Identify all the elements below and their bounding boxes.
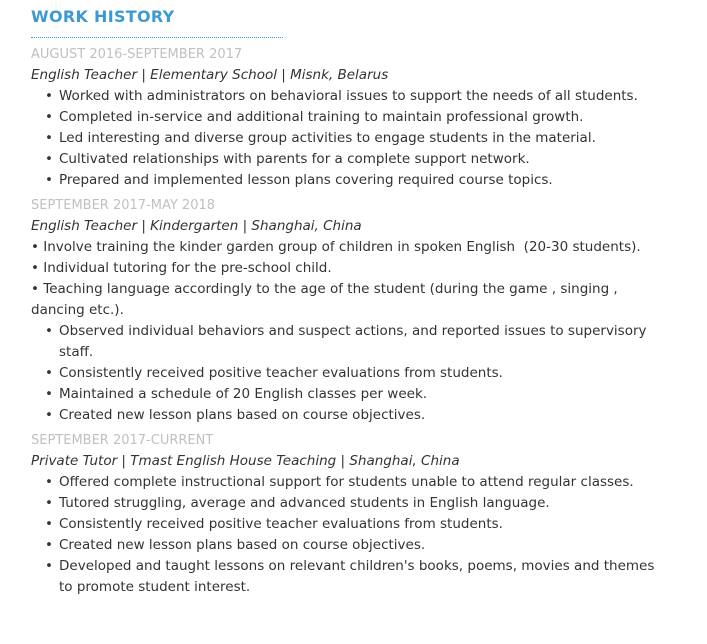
list-item-text: Consistently received positive teacher evaluations from students. bbox=[59, 365, 503, 381]
bullet-icon: • bbox=[45, 323, 53, 339]
list-item bbox=[45, 556, 667, 598]
list-item-text: Consistently received positive teacher evaluations from students. bbox=[59, 516, 503, 532]
job-entry bbox=[31, 196, 667, 426]
section-title-divider bbox=[31, 37, 283, 38]
list-item-text: Created new lesson plans based on course objectives. bbox=[59, 537, 426, 553]
bullet-icon: • bbox=[45, 495, 53, 511]
list-item-text: Developed and taught lessons on relevant children's books, poems, movies and themes to promote student interest. bbox=[59, 558, 655, 595]
list-item bbox=[45, 493, 667, 514]
bullet-icon: • bbox=[45, 151, 53, 167]
job-duties-list bbox=[31, 321, 667, 426]
job-title: Private Tutor | Tmast English House Teaching | Shanghai, China bbox=[31, 453, 460, 469]
list-item-text: Cultivated relationships with parents for a complete support network. bbox=[59, 151, 530, 167]
section-title: WORK HISTORY bbox=[31, 7, 175, 26]
list-item bbox=[45, 86, 667, 107]
description-line: • Individual tutoring for the pre-school child. bbox=[31, 260, 332, 276]
list-item bbox=[45, 384, 667, 405]
bullet-icon: • bbox=[45, 386, 53, 402]
list-item bbox=[45, 321, 667, 363]
job-entry bbox=[31, 45, 667, 191]
job-list bbox=[31, 45, 667, 598]
bullet-icon: • bbox=[45, 537, 53, 553]
list-item bbox=[45, 107, 667, 128]
list-item bbox=[45, 535, 667, 556]
bullet-icon: • bbox=[45, 558, 53, 574]
description-line: • Involve training the kinder garden group of children in spoken English (20-30 students). bbox=[31, 239, 641, 255]
job-title: English Teacher | Kindergarten | Shanghai, China bbox=[31, 218, 362, 234]
job-dates: AUGUST 2016-SEPTEMBER 2017 bbox=[31, 47, 243, 62]
list-item bbox=[45, 128, 667, 149]
list-item bbox=[45, 149, 667, 170]
list-item-text: Observed individual behaviors and suspect actions, and reported issues to supervisory staff. bbox=[59, 323, 647, 360]
bullet-icon: • bbox=[45, 88, 53, 104]
bullet-icon: • bbox=[45, 474, 53, 490]
bullet-icon: • bbox=[45, 172, 53, 188]
list-item bbox=[45, 472, 667, 493]
list-item-text: Led interesting and diverse group activities to engage students in the material. bbox=[59, 130, 596, 146]
bullet-icon: • bbox=[45, 130, 53, 146]
list-item-text: Prepared and implemented lesson plans covering required course topics. bbox=[59, 172, 553, 188]
list-item-text: Completed in-service and additional training to maintain professional growth. bbox=[59, 109, 584, 125]
job-description bbox=[31, 237, 667, 321]
list-item-text: Created new lesson plans based on course objectives. bbox=[59, 407, 426, 423]
list-item-text: Tutored struggling, average and advanced students in English language. bbox=[59, 495, 550, 511]
list-item bbox=[45, 405, 667, 426]
job-title: English Teacher | Elementary School | Misnk, Belarus bbox=[31, 67, 389, 83]
bullet-icon: • bbox=[45, 109, 53, 125]
list-item bbox=[45, 363, 667, 384]
job-duties-list bbox=[31, 86, 667, 191]
bullet-icon: • bbox=[45, 365, 53, 381]
job-duties-list bbox=[31, 472, 667, 598]
job-dates: SEPTEMBER 2017-CURRENT bbox=[31, 433, 214, 448]
bullet-icon: • bbox=[45, 407, 53, 423]
list-item bbox=[45, 170, 667, 191]
description-line: • Teaching language accordingly to the age of the student (during the game , singing , dancing etc.). bbox=[31, 281, 623, 318]
bullet-icon: • bbox=[45, 516, 53, 532]
list-item-text: Maintained a schedule of 20 English classes per week. bbox=[59, 386, 428, 402]
list-item bbox=[45, 514, 667, 535]
job-entry bbox=[31, 431, 667, 598]
list-item-text: Offered complete instructional support for students unable to attend regular classes. bbox=[59, 474, 634, 490]
job-dates: SEPTEMBER 2017-MAY 2018 bbox=[31, 198, 216, 213]
list-item-text: Worked with administrators on behavioral issues to support the needs of all students. bbox=[59, 88, 638, 104]
